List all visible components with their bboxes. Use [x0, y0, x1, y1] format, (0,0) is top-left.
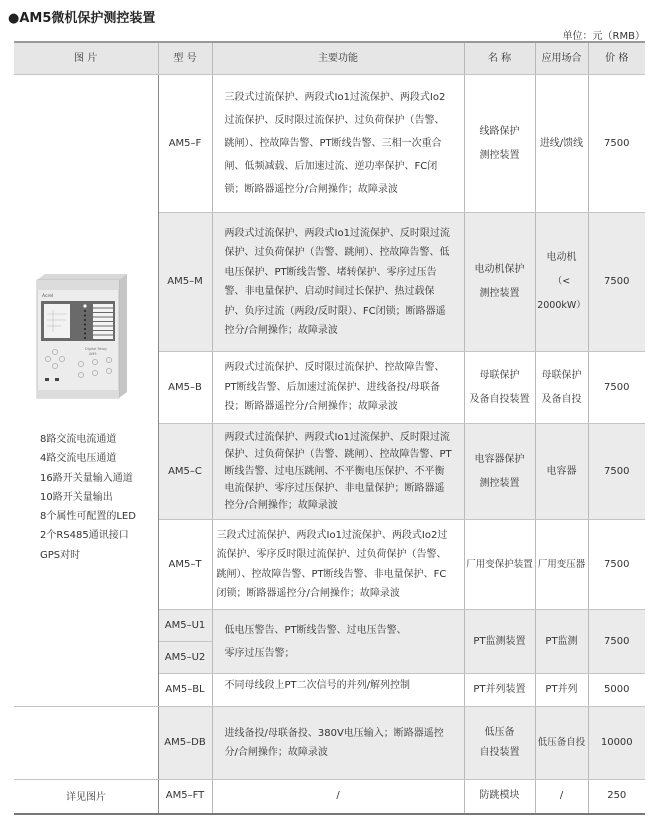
price-cell: 7500 [588, 75, 645, 213]
price-cell: 10000 [588, 707, 645, 780]
name-line-1: 电容器保护 [474, 453, 525, 465]
functions-cell [212, 707, 464, 780]
functions-text: 低电压警告、PT断线告警、过电压告警、零序过压告警； [224, 624, 407, 659]
functions-cell [212, 352, 464, 424]
application-cell [535, 352, 588, 424]
model-cell: AM5–C [158, 424, 212, 520]
name-cell [464, 707, 535, 780]
model-cell: AM5–F [158, 75, 212, 213]
name-line-1: 线路保护 [479, 125, 520, 137]
model-cell: AM5–B [158, 352, 212, 424]
model-cell: AM5–M [158, 213, 212, 352]
feature-item: GPS对时 [40, 549, 81, 561]
table-row [14, 707, 645, 780]
currency-unit-label: 单位：元（RMB） [562, 31, 645, 42]
feature-item: 8路交流电流通道 [40, 434, 117, 445]
see-picture-label: 详见图片 [66, 791, 106, 803]
price-cell: 7500 [588, 520, 645, 610]
price-cell: 7500 [588, 610, 645, 674]
model-cell: AM5–T [158, 520, 212, 610]
page-title: ●AM5微机保护测控装置 [8, 11, 156, 26]
application-cell: 低压备自投 [535, 707, 588, 780]
name-cell: 防跳模块 [464, 780, 535, 814]
header-application: 应用场合 [535, 42, 588, 75]
name-line-2: 及备自投装置 [469, 393, 530, 405]
protection-relay-device-image [33, 274, 129, 400]
feature-item: 8个属性可配置的LED [40, 511, 136, 523]
header-name: 名 称 [464, 42, 535, 75]
name-cell: PT监测装置 [464, 610, 535, 674]
feature-item: 4路交流电压通道 [40, 453, 117, 465]
model-cell: AM5–DB [158, 707, 212, 780]
name-cell [464, 424, 535, 520]
name-line-2: 自投装置 [479, 747, 520, 758]
table-row [14, 75, 645, 213]
functions-text: 不同母线段上PT二次信号的并列/解列控制 [224, 680, 411, 691]
name-line-1: 母联保护 [479, 369, 520, 381]
functions-cell [212, 610, 464, 674]
header-price: 价 格 [588, 42, 645, 75]
price-cell: 250 [588, 780, 645, 814]
functions-text: 两段式过流保护、反时限过流保护、控故障告警、PT断线告警、后加速过流保护、进线备投/母联备投；断路器遥控分/合闸操作；故障录波 [224, 362, 445, 413]
model-cell: AM5–BL [158, 674, 212, 707]
functions-cell [212, 75, 464, 213]
application-line-1: 电动机 [546, 252, 577, 263]
application-cell [535, 213, 588, 352]
svg-text:AM5: AM5 [89, 352, 97, 356]
product-price-table [14, 41, 645, 815]
feature-item: 16路开关量输入通道 [40, 472, 133, 484]
application-cell: PT监测 [535, 610, 588, 674]
feature-item: 10路开关量输出 [40, 491, 113, 503]
name-cell [464, 75, 535, 213]
header-picture: 图 片 [14, 42, 158, 75]
application-cell: / [535, 780, 588, 814]
picture-cell-blank [14, 707, 158, 780]
application-line-1: 母联保护 [541, 369, 582, 381]
header-functions: 主要功能 [212, 42, 464, 75]
name-line-2: 测控装置 [479, 288, 520, 299]
application-cell: 进线/馈线 [535, 75, 588, 213]
functions-text: 两段式过流保护、两段式Io1过流保护、反时限过流保护、过负荷保护（告警、跳闸）、控故障告警、低电压保护、PT断线告警、堵转保护、零序过压告警、非电量保护、启动时间过长保护、热过载保护、负序过流（两段/反时限）、FC闭锁；断路器遥控分/合闸操作；故障录波 [224, 227, 450, 336]
model-cell: AM5–FT [158, 780, 212, 814]
application-line-2: 及备自投 [541, 393, 582, 405]
name-cell: 厂用变保护装置 [464, 520, 535, 610]
header-model: 型 号 [158, 42, 212, 75]
name-cell [464, 213, 535, 352]
name-line-2: 测控装置 [479, 149, 520, 161]
application-cell: 厂用变压器 [535, 520, 588, 610]
price-cell: 7500 [588, 352, 645, 424]
functions-text: 三段式过流保护、两段式Io1过流保护、两段式Io2过流保护、零序反时限过流保护、过负荷保护（告警、跳闸）、控故障告警、PT断线告警、非电量保护、FC闭锁；断路器遥控分/合闸操作；故障录波 [216, 529, 448, 599]
svg-text:Digital Relay: Digital Relay [85, 347, 108, 351]
functions-text: 两段式过流保护、两段式Io1过流保护、反时限过流保护、过负荷保护（告警、跳闸）、控故障告警、PT断线告警、过电压跳闸、不平衡电压保护、不平衡电流保护、零序过压保护、非电量保护；断路器遥控分/合闸操作；故障录波 [224, 432, 452, 511]
functions-cell [212, 674, 464, 707]
application-cell: 电容器 [535, 424, 588, 520]
model-cell: AM5–U2 [158, 642, 212, 674]
functions-cell [212, 213, 464, 352]
model-cell: AM5–U1 [158, 610, 212, 642]
price-cell: 7500 [588, 213, 645, 352]
functions-cell [212, 520, 464, 610]
name-cell [464, 352, 535, 424]
functions-text: 三段式过流保护、两段式Io1过流保护、两段式Io2过流保护、反时限过流保护、过负荷保护（告警、跳闸）、控故障告警、PT断线告警、三相一次重合闸、低频减载、后加速过流、逆功率保护、FC闭锁；断路器遥控分/合闸操作；故障录波 [224, 92, 446, 195]
name-line-1: 低压备 [484, 727, 515, 738]
application-line-2: （< 2000kW） [537, 276, 586, 311]
feature-list [40, 430, 136, 565]
name-line-1: 电动机保护 [474, 264, 525, 275]
functions-cell [212, 424, 464, 520]
price-cell: 7500 [588, 424, 645, 520]
application-cell: PT并列 [535, 674, 588, 707]
functions-text: 进线备投/母联备投、380V电压输入；断路器遥控分/合闸操作；故障录波 [224, 727, 444, 758]
feature-item: 2个RS485通讯接口 [40, 530, 129, 542]
name-cell: PT并列装置 [464, 674, 535, 707]
name-line-2: 测控装置 [479, 477, 520, 489]
table-header-row [14, 42, 645, 75]
svg-text:Acrel: Acrel [42, 294, 54, 299]
functions-cell: / [212, 780, 464, 814]
price-cell: 5000 [588, 674, 645, 707]
